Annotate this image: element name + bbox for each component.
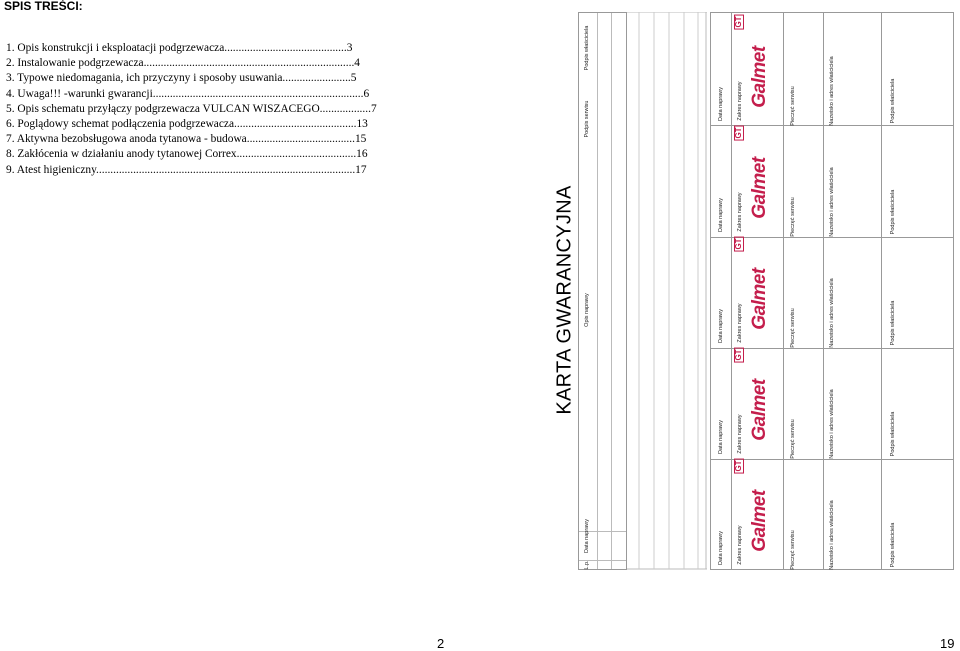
ledger-column-divider — [611, 13, 612, 569]
ledger-header-service-sign: Podpis serwisu — [584, 100, 590, 138]
ledger-header-description: Opis naprawy — [584, 293, 590, 327]
coupon-owner-sign-label: Podpis właściciela — [890, 522, 896, 568]
coupon-stamp-label: Pieczęć serwisu — [790, 197, 796, 237]
coupon-stamp-label: Pieczęć serwisu — [790, 530, 796, 570]
coupon-column-line — [881, 13, 882, 569]
coupon-column-line — [731, 13, 732, 569]
galmet-mark-icon: GT — [734, 349, 743, 361]
coupon-scope-label: Zakres naprawy — [737, 414, 743, 454]
toc-title: SPIS TREŚCI: — [4, 0, 83, 13]
galmet-mark-icon: GT — [734, 127, 743, 139]
coupon-column-line — [823, 13, 824, 569]
toc-entry[interactable]: 1. Opis konstrukcji i eksploatacji podgrzewacza...........................................3 — [6, 42, 353, 54]
coupon-divider — [711, 459, 953, 460]
coupon-owner-address-label: Nazwisko i adres właściciela — [829, 500, 835, 570]
warranty-card-title: KARTA GWARANCYJNA — [553, 185, 576, 415]
toc-entry[interactable]: 3. Typowe niedomagania, ich przyczyny i sposoby usuwania........................5 — [6, 72, 357, 85]
coupon-owner-address-label: Nazwisko i adres właściciela — [829, 389, 835, 459]
toc-entry[interactable]: 2. Instalowanie podgrzewacza..........................................................................4 — [6, 57, 360, 70]
coupon-scope-label: Zakres naprawy — [737, 192, 743, 232]
toc-entry[interactable]: 8. Zakłócenia w działaniu anody tytanowej Correx..........................................16 — [6, 148, 368, 161]
coupon-scope-label: Zakres naprawy — [737, 81, 743, 121]
ledger-lines — [627, 12, 707, 570]
toc-entry[interactable]: 7. Aktywna bezobsługowa anoda tytanowa - budowa......................................15 — [6, 133, 367, 146]
toc-entry[interactable]: 9. Atest higieniczny...........................................................................................17 — [6, 163, 367, 176]
toc-entry[interactable]: 6. Poglądowy schemat podłączenia podgrzewacza...........................................13 — [6, 118, 368, 131]
toc-entry[interactable]: 5. Opis schematu przyłączy podgrzewacza VULCAN WISZACEGO..................7 — [6, 102, 377, 115]
coupon-owner-address-label: Nazwisko i adres właściciela — [829, 167, 835, 237]
coupon-date-label: Data naprawy — [718, 420, 724, 454]
coupon-divider — [711, 237, 953, 238]
coupon-owner-sign-label: Podpis właściciela — [890, 300, 896, 346]
page-number-right: 19 — [940, 636, 955, 651]
galmet-logo: Galmet — [749, 490, 770, 552]
ledger-column-divider — [597, 13, 598, 569]
toc-list — [6, 41, 377, 178]
coupon-owner-sign-label: Podpis właściciela — [890, 189, 896, 235]
ledger-header-owner-sign: Podpis właściciela — [584, 25, 590, 71]
coupon-scope-label: Zakres naprawy — [737, 303, 743, 343]
page-number-left: 2 — [437, 636, 445, 651]
galmet-logo: Galmet — [749, 379, 770, 441]
galmet-logo: Galmet — [749, 157, 770, 219]
coupon-date-label: Data naprawy — [718, 198, 724, 232]
galmet-logo: Galmet — [749, 46, 770, 108]
coupon-column-line — [783, 13, 784, 569]
ledger-header-lp: L.p. — [584, 560, 590, 570]
coupon-stamp-label: Pieczęć serwisu — [790, 419, 796, 459]
coupon-stamp-label: Pieczęć serwisu — [790, 308, 796, 348]
coupon-date-label: Data naprawy — [718, 87, 724, 121]
coupon-date-label: Data naprawy — [718, 531, 724, 565]
coupon-scope-label: Zakres naprawy — [737, 525, 743, 565]
galmet-mark-icon: GT — [734, 16, 743, 28]
toc-entry[interactable]: 4. Uwaga!!! -warunki gwarancji..........................................................................6 — [6, 87, 370, 100]
galmet-mark-icon: GT — [734, 460, 743, 472]
coupon-divider — [711, 348, 953, 349]
ledger-header-date: Data naprawy — [584, 519, 590, 553]
galmet-logo: Galmet — [749, 268, 770, 330]
coupon-stamp-label: Pieczęć serwisu — [790, 86, 796, 126]
coupon-owner-sign-label: Podpis właściciela — [890, 78, 896, 124]
coupon-owner-address-label: Nazwisko i adres właściciela — [829, 278, 835, 348]
coupon-owner-address-label: Nazwisko i adres właściciela — [829, 56, 835, 126]
galmet-mark-icon: GT — [734, 238, 743, 250]
coupon-owner-sign-label: Podpis właściciela — [890, 411, 896, 457]
repair-ledger-table — [578, 12, 627, 570]
coupon-date-label: Data naprawy — [718, 309, 724, 343]
